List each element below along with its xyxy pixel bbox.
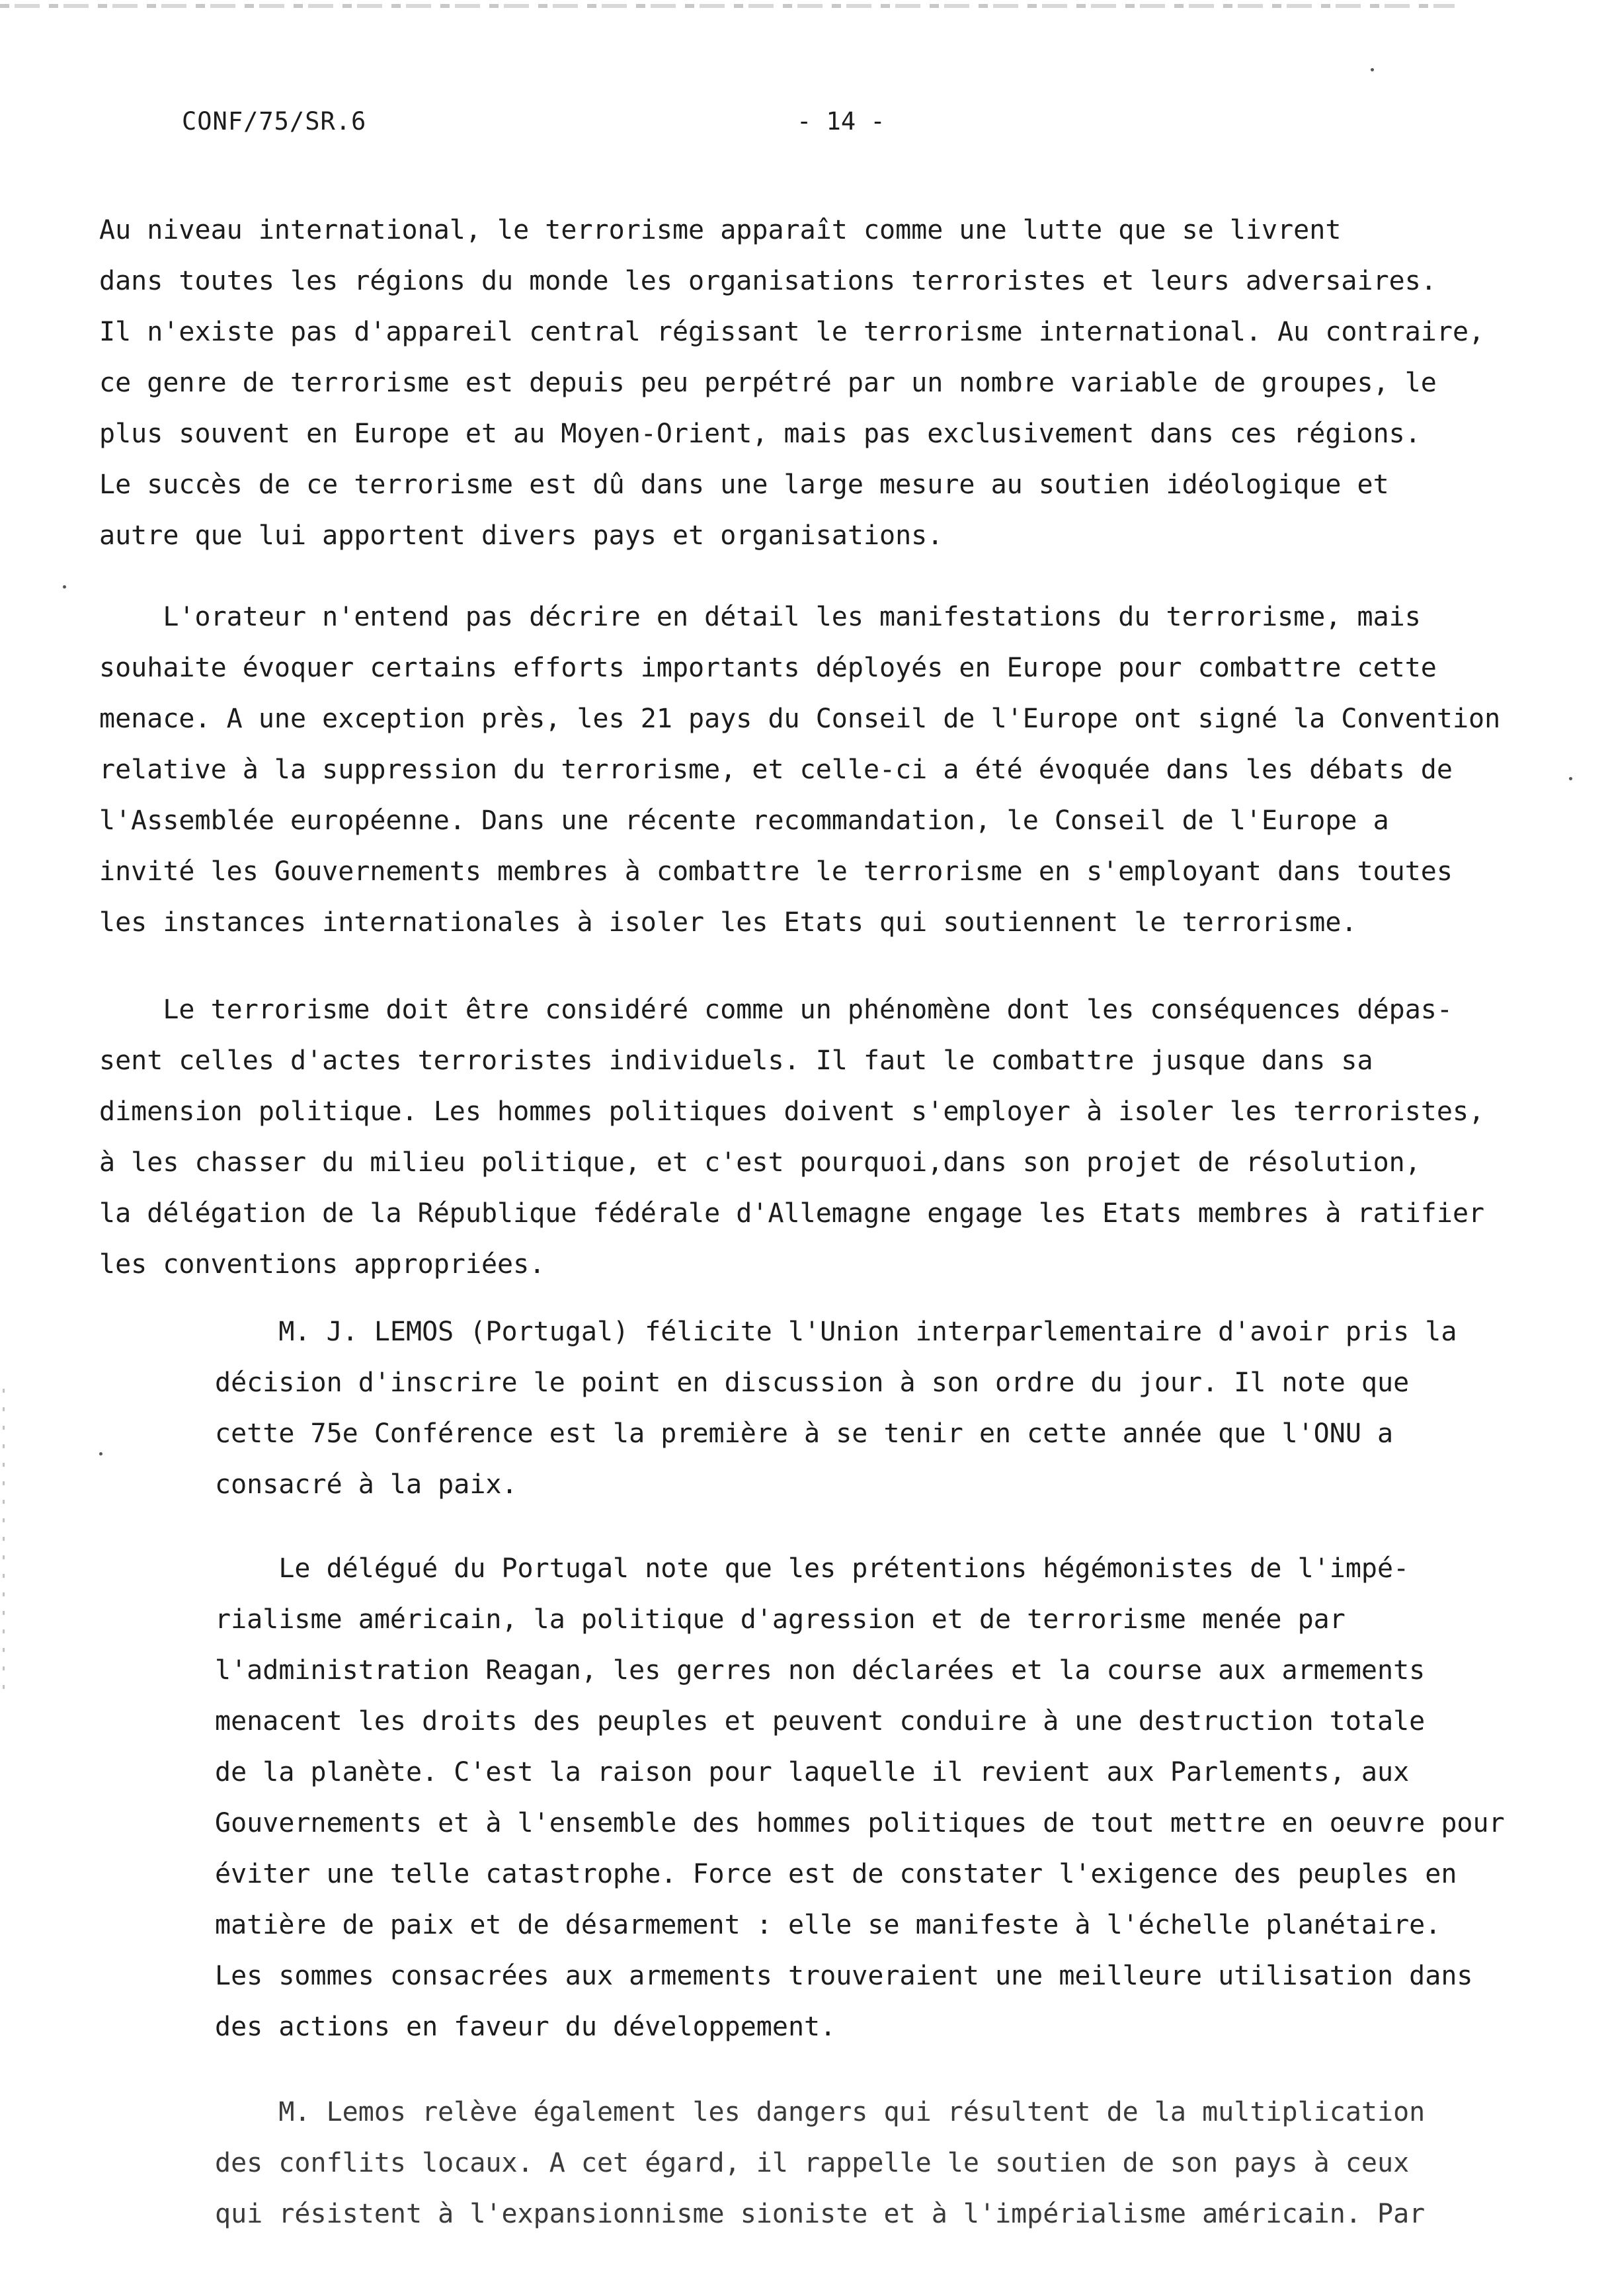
text-line: menace. A une exception près, les 21 pays du Conseil de l'Europe ont signé la Convention bbox=[99, 704, 1501, 734]
text-line: la délégation de la République fédérale d'Allemagne engage les Etats membres à ratifier bbox=[99, 1198, 1485, 1229]
page-number: - 14 - bbox=[797, 107, 885, 136]
document-reference: CONF/75/SR.6 bbox=[182, 107, 367, 136]
text-line: M. J. LEMOS (Portugal) félicite l'Union interparlementaire d'avoir pris la bbox=[215, 1317, 1457, 1347]
text-line: L'orateur n'entend pas décrire en détail les manifestations du terrorisme, mais bbox=[99, 602, 1421, 632]
text-line: autre que lui apportent divers pays et organisations. bbox=[99, 520, 944, 551]
text-line: M. Lemos relève également les dangers qui résultent de la multiplication bbox=[215, 2097, 1426, 2127]
text-line: l'administration Reagan, les gerres non déclarées et la course aux armements bbox=[215, 1655, 1426, 1686]
text-line: relative à la suppression du terrorisme, et celle-ci a été évoquée dans les débats de bbox=[99, 755, 1453, 785]
text-line: éviter une telle catastrophe. Force est de constater l'exigence des peuples en bbox=[215, 1859, 1457, 1889]
scan-artifact-top bbox=[0, 4, 1455, 8]
text-line: souhaite évoquer certains efforts importants déployés en Europe pour combattre cette bbox=[99, 653, 1437, 683]
text-line: qui résistent à l'expansionnisme sioniste et à l'impérialisme américain. Par bbox=[215, 2199, 1426, 2229]
scan-speck bbox=[1569, 777, 1572, 780]
text-line: Le délégué du Portugal note que les prétentions hégémonistes de l'impé- bbox=[215, 1553, 1410, 1584]
paragraph bbox=[99, 985, 1484, 1290]
scan-speck bbox=[1371, 68, 1374, 71]
text-line: cette 75e Conférence est la première à se tenir en cette année que l'ONU a bbox=[215, 1418, 1394, 1449]
paragraph bbox=[215, 1307, 1457, 1510]
paragraph bbox=[99, 205, 1484, 561]
text-line: à les chasser du milieu politique, et c'est pourquoi,dans son projet de résolution, bbox=[99, 1147, 1421, 1178]
text-line: Les sommes consacrées aux armements trouveraient une meilleure utilisation dans bbox=[215, 1961, 1473, 1991]
paragraph bbox=[215, 1543, 1505, 2053]
text-line: de la planète. C'est la raison pour laquelle il revient aux Parlements, aux bbox=[215, 1757, 1410, 1787]
text-line: décision d'inscrire le point en discussion à son ordre du jour. Il note que bbox=[215, 1368, 1410, 1398]
text-line: sent celles d'actes terroristes individuels. Il faut le combattre jusque dans sa bbox=[99, 1046, 1373, 1076]
text-line: consacré à la paix. bbox=[215, 1469, 518, 1500]
text-line: rialisme américain, la politique d'agression et de terrorisme menée par bbox=[215, 1604, 1346, 1635]
text-line: menacent les droits des peuples et peuvent conduire à une destruction totale bbox=[215, 1706, 1426, 1737]
paragraph bbox=[215, 2087, 1425, 2240]
text-line: Le succès de ce terrorisme est dû dans une large mesure au soutien idéologique et bbox=[99, 470, 1389, 500]
text-line: Il n'existe pas d'appareil central régissant le terrorisme international. Au contraire, bbox=[99, 317, 1485, 347]
text-line: Le terrorisme doit être considéré comme un phénomène dont les conséquences dépas- bbox=[99, 995, 1453, 1025]
scan-speck bbox=[63, 585, 66, 589]
scan-artifact-edge bbox=[3, 1389, 5, 1693]
text-line: des actions en faveur du développement. bbox=[215, 2012, 836, 2042]
text-line: plus souvent en Europe et au Moyen-Orient, mais pas exclusivement dans ces régions. bbox=[99, 419, 1421, 449]
scan-speck bbox=[99, 1452, 102, 1456]
text-line: dimension politique. Les hommes politiques doivent s'employer à isoler les terroristes, bbox=[99, 1096, 1485, 1127]
text-line: ce genre de terrorisme est depuis peu perpétré par un nombre variable de groupes, le bbox=[99, 368, 1437, 398]
text-line: les instances internationales à isoler les Etats qui soutiennent le terrorisme. bbox=[99, 907, 1357, 938]
text-line: Au niveau international, le terrorisme apparaît comme une lutte que se livrent bbox=[99, 215, 1342, 245]
text-line: Gouvernements et à l'ensemble des hommes politiques de tout mettre en oeuvre pour bbox=[215, 1808, 1505, 1838]
paragraph bbox=[99, 592, 1500, 948]
text-line: dans toutes les régions du monde les organisations terroristes et leurs adversaires. bbox=[99, 266, 1437, 296]
text-line: des conflits locaux. A cet égard, il rappelle le soutien de son pays à ceux bbox=[215, 2148, 1410, 2178]
text-line: l'Assemblée européenne. Dans une récente recommandation, le Conseil de l'Europe a bbox=[99, 805, 1389, 836]
text-line: les conventions appropriées. bbox=[99, 1249, 545, 1280]
text-line: invité les Gouvernements membres à combattre le terrorisme en s'employant dans toutes bbox=[99, 856, 1453, 887]
text-line: matière de paix et de désarmement : elle se manifeste à l'échelle planétaire. bbox=[215, 1910, 1441, 1940]
